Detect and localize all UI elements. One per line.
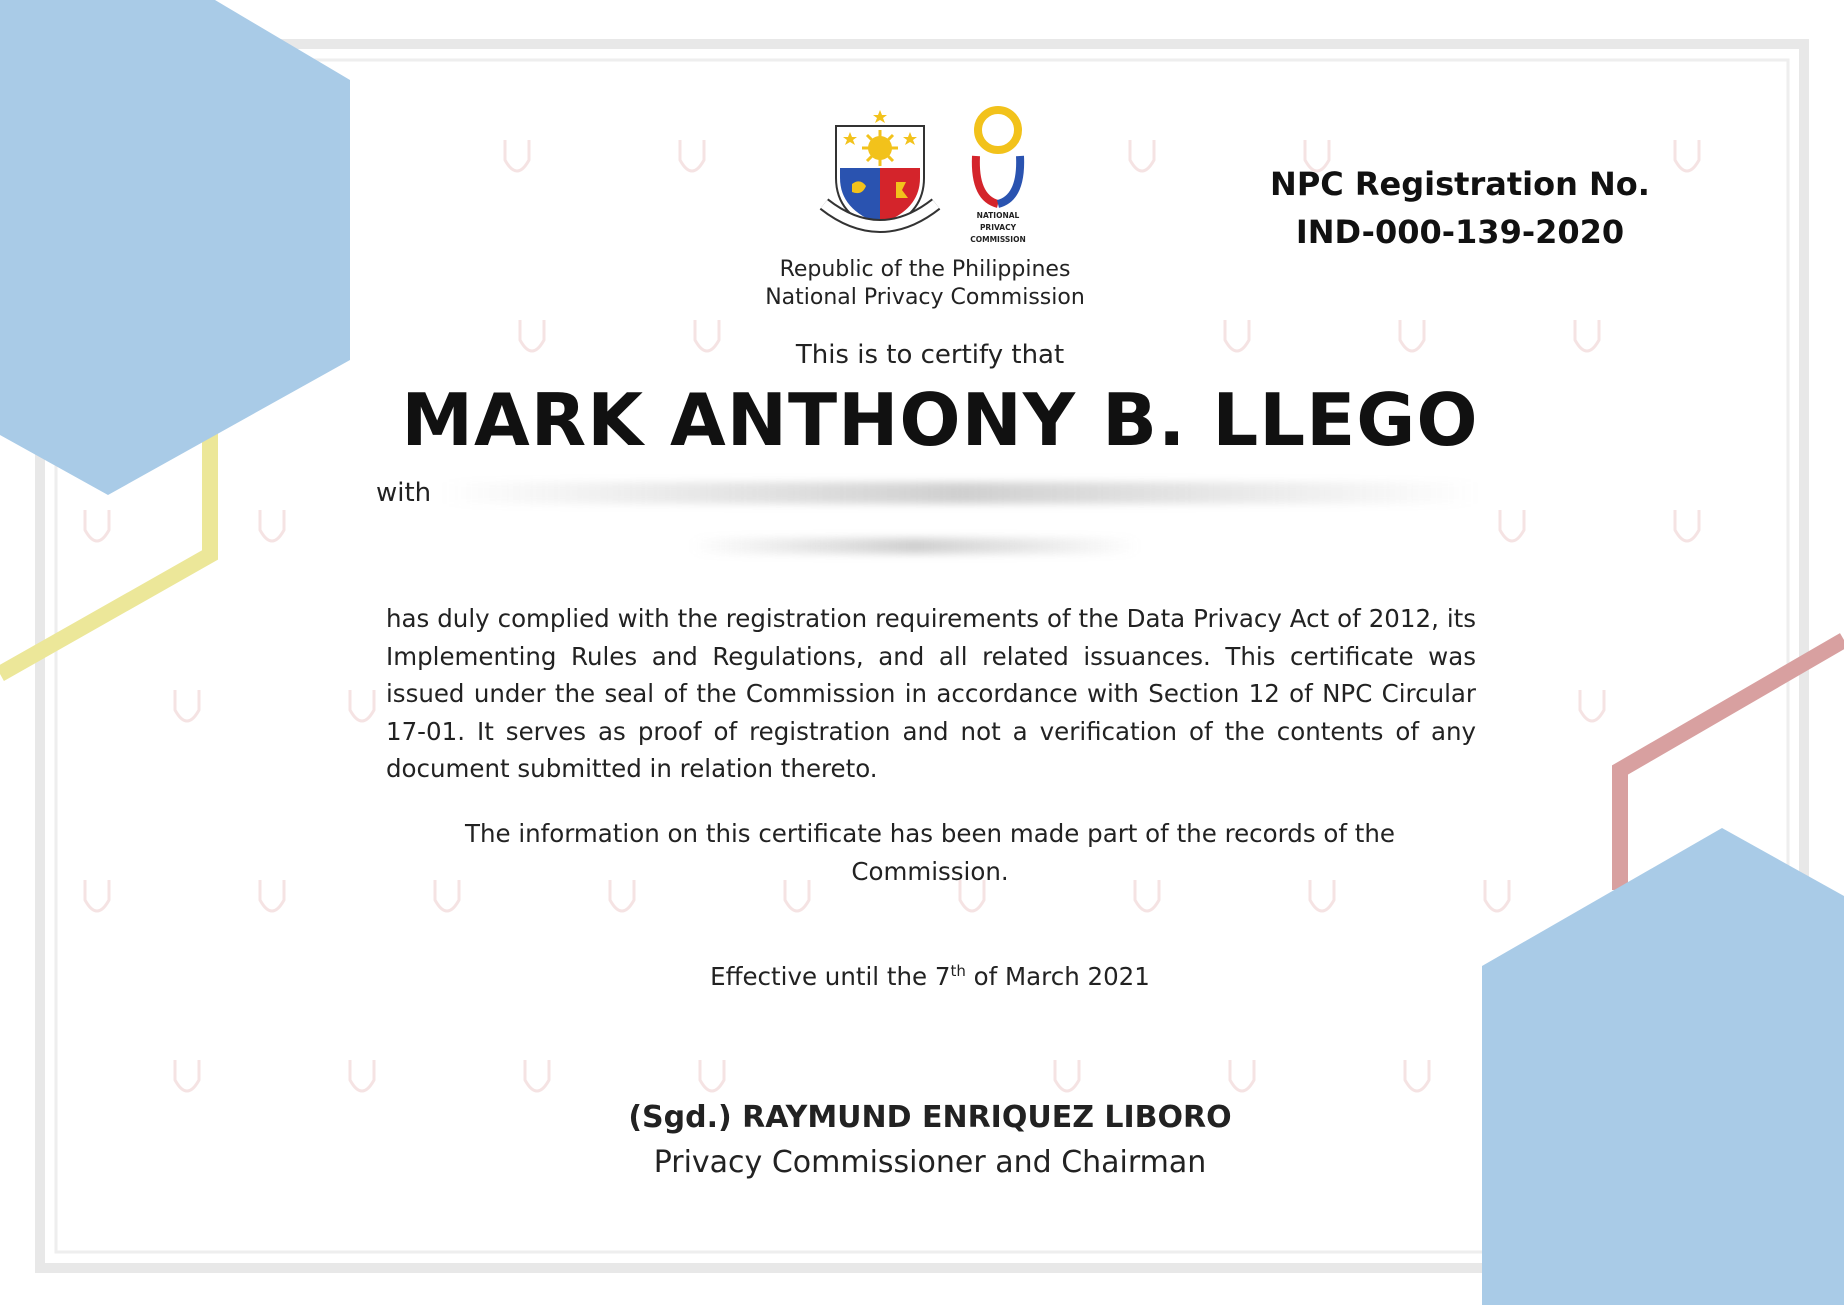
npc-logo-caption-2: PRIVACY bbox=[979, 223, 1017, 232]
redacted-address-line-2 bbox=[690, 538, 1140, 554]
address-prefix: with bbox=[376, 478, 432, 508]
redacted-address-line-1 bbox=[440, 482, 1480, 504]
coat-of-arms-seal bbox=[818, 108, 942, 236]
certificate-body: has duly complied with the registration requirements of the Data Privacy Act of 2012, its Implementing Rules and Regulations, and all related issuances. This certificate was issued under the seal of the Commission in accordance with Section 12 of NPC Circular 17-01. It serves as proof of registration and not a verification of the contents of any document submitted in relation thereto. bbox=[386, 604, 1476, 783]
registration-block bbox=[1240, 160, 1680, 256]
npc-logo-caption-1: NATIONAL bbox=[976, 211, 1020, 220]
registration-number: IND-000-139-2020 bbox=[1295, 213, 1625, 251]
effective-suffix: of March 2021 bbox=[965, 962, 1150, 992]
effective-prefix: Effective until the 7 bbox=[710, 962, 951, 992]
blue-hexagon-top-left bbox=[0, 0, 350, 495]
npc-logo bbox=[960, 106, 1036, 246]
signatory-title: Privacy Commissioner and Chairman bbox=[653, 1145, 1207, 1180]
npc-logo-caption-3: COMMISSION bbox=[970, 235, 1026, 244]
effective-date bbox=[560, 962, 1300, 991]
effective-ordinal: th bbox=[950, 962, 966, 980]
signatory-name: (Sgd.) RAYMUND ENRIQUEZ LIBORO bbox=[628, 1100, 1232, 1135]
issuer-line-1: Republic of the Philippines bbox=[779, 257, 1071, 282]
certify-intro: This is to certify that bbox=[795, 340, 1065, 370]
holder-name: MARK ANTHONY B. LLEGO bbox=[401, 378, 1479, 462]
blue-hexagon-bottom-right bbox=[1482, 828, 1844, 1305]
registration-label: NPC Registration No. bbox=[1270, 165, 1650, 203]
records-note: The information on this certificate has been made part of the records of the Commission. bbox=[464, 819, 1395, 886]
issuer-line-2: National Privacy Commission bbox=[765, 285, 1085, 310]
issuer-block bbox=[700, 256, 1150, 312]
